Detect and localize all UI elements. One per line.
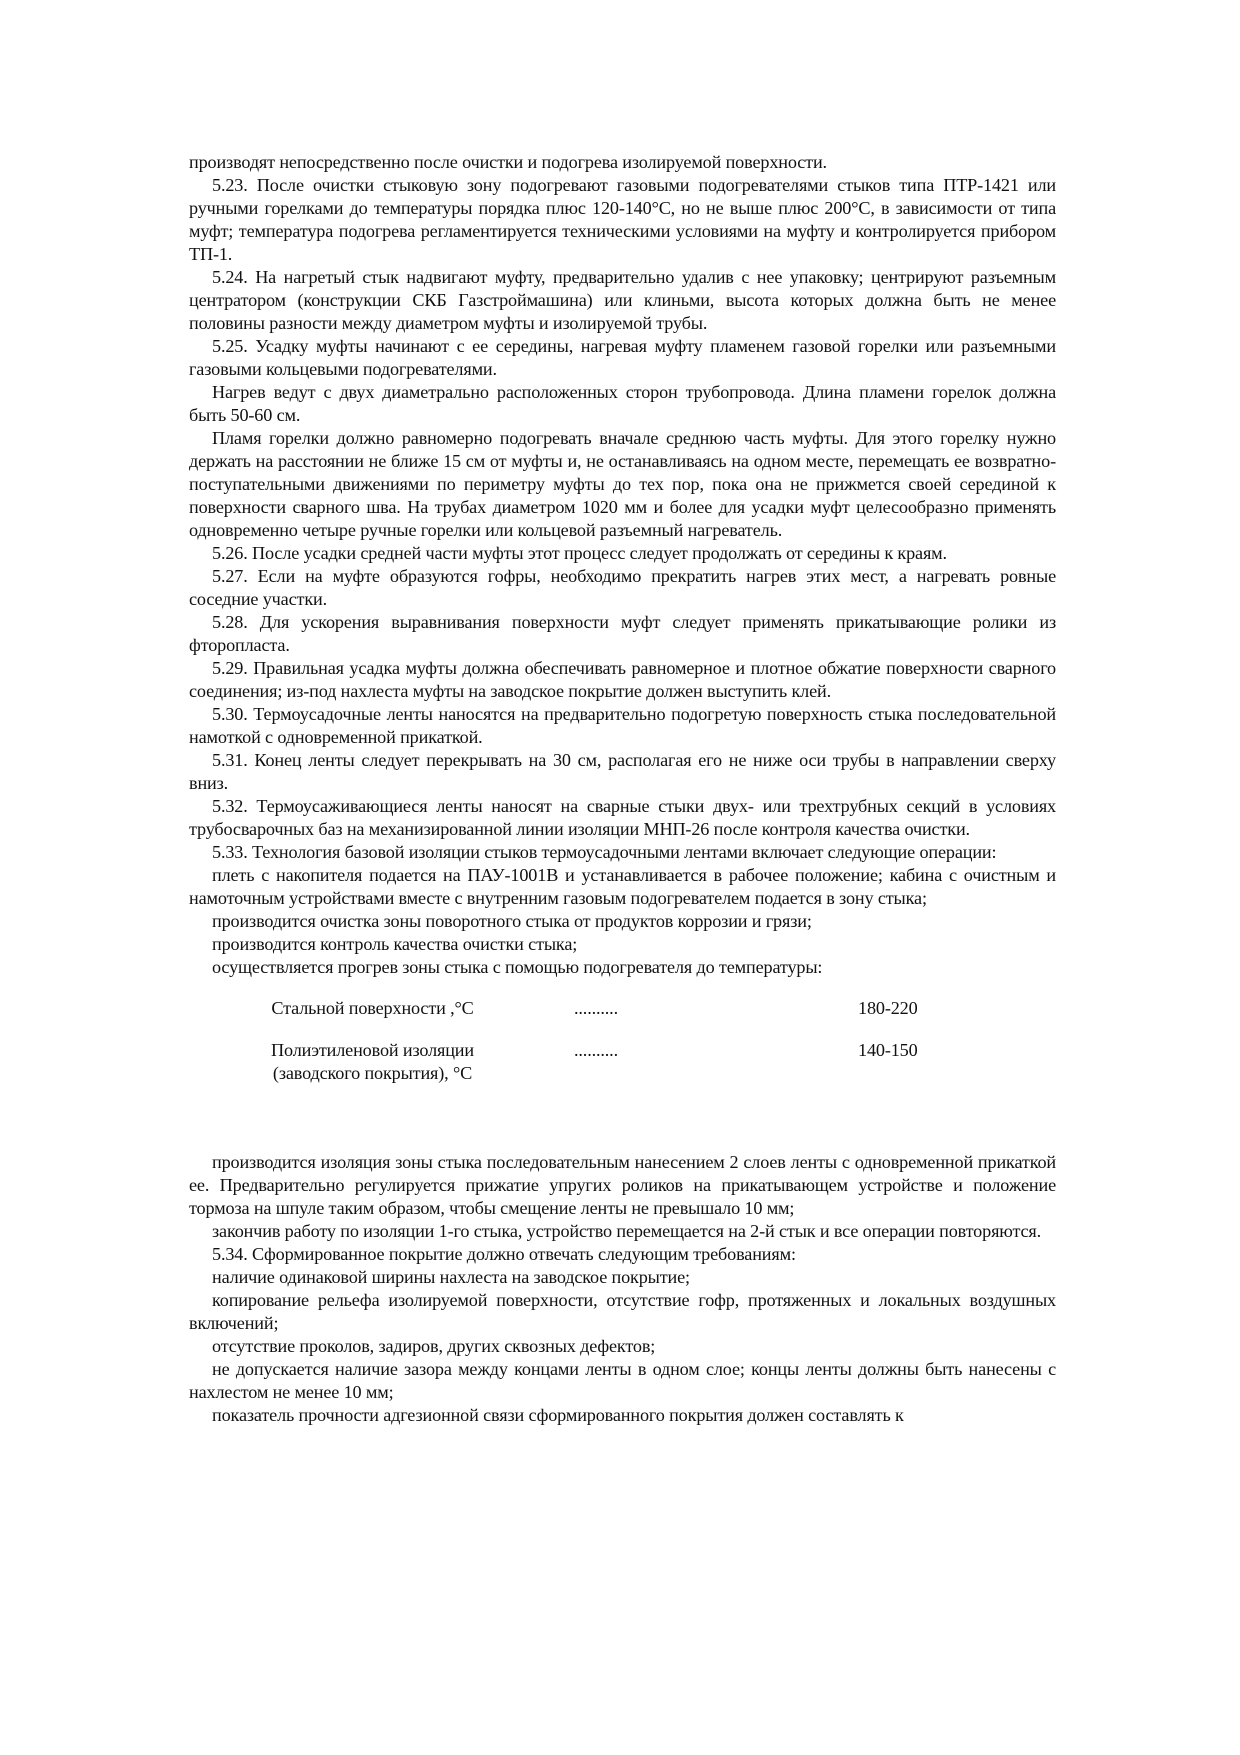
table-row [189,997,1056,1020]
paragraph-5-28: 5.28. Для ускорения выравнивания поверхности муфт следует применять прикатывающие ролики из фторопласта. [189,612,1056,655]
list-item: наличие одинаковой ширины нахлеста на заводское покрытие; [212,1267,690,1287]
list-item: копирование рельефа изолируемой поверхности, отсутствие гофр, протяженных и локальных воздушных включений; [189,1290,1056,1333]
paragraph-5-29: 5.29. Правильная усадка муфты должна обеспечивать равномерное и плотное обжатие поверхности сварного соединения; из-под нахлеста муфты на заводское покрытие должен выступить клей. [189,658,1056,701]
list-item: не допускается наличие зазора между концами ленты в одном слое; концы ленты должны быть нанесены с нахлестом не менее 10 мм; [189,1359,1056,1402]
paragraph-5-30: 5.30. Термоусадочные ленты наносятся на предварительно подогретую поверхность стыка последовательной намоткой с одновременной прикаткой. [189,704,1056,747]
paragraph-5-23: 5.23. После очистки стыковую зону подогревают газовыми подогревателями стыков типа ПТР-1421 или ручными горелками до температуры порядка плюс 120-140°С, но не выше плюс 200°С, в зависимости от типа муфт; температура подогрева регламентируется техническими условиями на муфту и контролируется прибором ТП-1. [189,175,1056,264]
label-line: (заводского покрытия), °С [272,1063,473,1083]
paragraph-5-32: 5.32. Термоусаживающиеся ленты наносят на сварные стыки двух- или трехтрубных секций в условиях трубосварочных баз на механизированной линии изоляции МНП-26 после контроля качества очистки. [189,796,1056,839]
table-cell-label [189,997,556,1020]
list-item: закончив работу по изоляции 1-го стыка, устройство перемещается на 2-й стык и все операции повторяются. [212,1221,1042,1241]
paragraph: Нагрев ведут с двух диаметрально расположенных сторон трубопровода. Длина пламени горелок должна быть 50-60 см. [189,382,1056,425]
document-page [189,151,1056,1427]
list-item: осуществляется прогрев зоны стыка с помощью подогревателя до температуры: [212,957,823,977]
list-item: отсутствие проколов, задиров, других сквозных дефектов; [212,1336,656,1356]
paragraph-5-33: 5.33. Технология базовой изоляции стыков термоусадочными лентами включает следующие операции: [212,842,997,862]
table-cell-value: 180-220 [858,998,918,1018]
table-row [189,1039,1056,1085]
paragraph: производят непосредственно после очистки и подогрева изолируемой поверхности. [189,152,827,172]
table-cell-dots: .......... [574,1040,618,1060]
spacer [189,1085,1056,1151]
label-line: Стальной поверхности ,°С [271,998,474,1018]
label-line: Полиэтиленовой изоляции [271,1040,474,1060]
paragraph-5-26: 5.26. После усадки средней части муфты этот процесс следует продолжать от середины к краям. [212,543,947,563]
list-item: плеть с накопителя подается на ПАУ-1001В и устанавливается в рабочее положение; кабина с очистным и намоточным устройствами вместе с внутренним газовым подогревателем подается в зону стыка; [189,865,1056,908]
paragraph-5-27: 5.27. Если на муфте образуются гофры, необходимо прекратить нагрев этих мест, а нагревать ровные соседние участки. [189,566,1056,609]
list-item: показатель прочности адгезионной связи сформированного покрытия должен составлять к [212,1405,904,1425]
list-item: производится изоляция зоны стыка последовательным нанесением 2 слоев ленты с одновременной прикаткой ее. Предварительно регулируется прижатие упругих роликов на прикатывающем устройстве и положение тормоза на шпуле таким образом, чтобы смещение ленты не превышало 10 мм; [189,1152,1056,1218]
table-cell-dots: .......... [574,998,618,1018]
paragraph-5-24: 5.24. На нагретый стык надвигают муфту, предварительно удалив с нее упаковку; центрируют разъемным центратором (конструкции СКБ Газстроймашина) или клиньми, высота которых должна быть не менее половины разности между диаметром муфты и изолируемой трубы. [189,267,1056,333]
table-cell-value: 140-150 [858,1040,918,1060]
paragraph-5-31: 5.31. Конец ленты следует перекрывать на 30 см, располагая его не ниже оси трубы в направлении сверху вниз. [189,750,1056,793]
temperature-table [189,997,1056,1085]
paragraph-5-25: 5.25. Усадку муфты начинают с ее середины, нагревая муфту пламенем газовой горелки или разъемными газовыми кольцевыми подогревателями. [189,336,1056,379]
table-cell-label [189,1039,556,1085]
paragraph-5-34: 5.34. Сформированное покрытие должно отвечать следующим требованиям: [212,1244,796,1264]
list-item: производится очистка зоны поворотного стыка от продуктов коррозии и грязи; [212,911,812,931]
list-item: производится контроль качества очистки стыка; [212,934,578,954]
paragraph: Пламя горелки должно равномерно подогревать вначале среднюю часть муфты. Для этого горелку нужно держать на расстоянии не ближе 15 см от муфты и, не останавливаясь на одном месте, перемещать ее возвратно-поступательными движениями по периметру муфты до тех пор, пока она не прижмется своей серединой к поверхности сварного шва. На трубах диаметром 1020 мм и более для усадки муфт целесообразно применять одновременно четыре ручные горелки или кольцевой разъемный нагреватель. [189,428,1056,540]
